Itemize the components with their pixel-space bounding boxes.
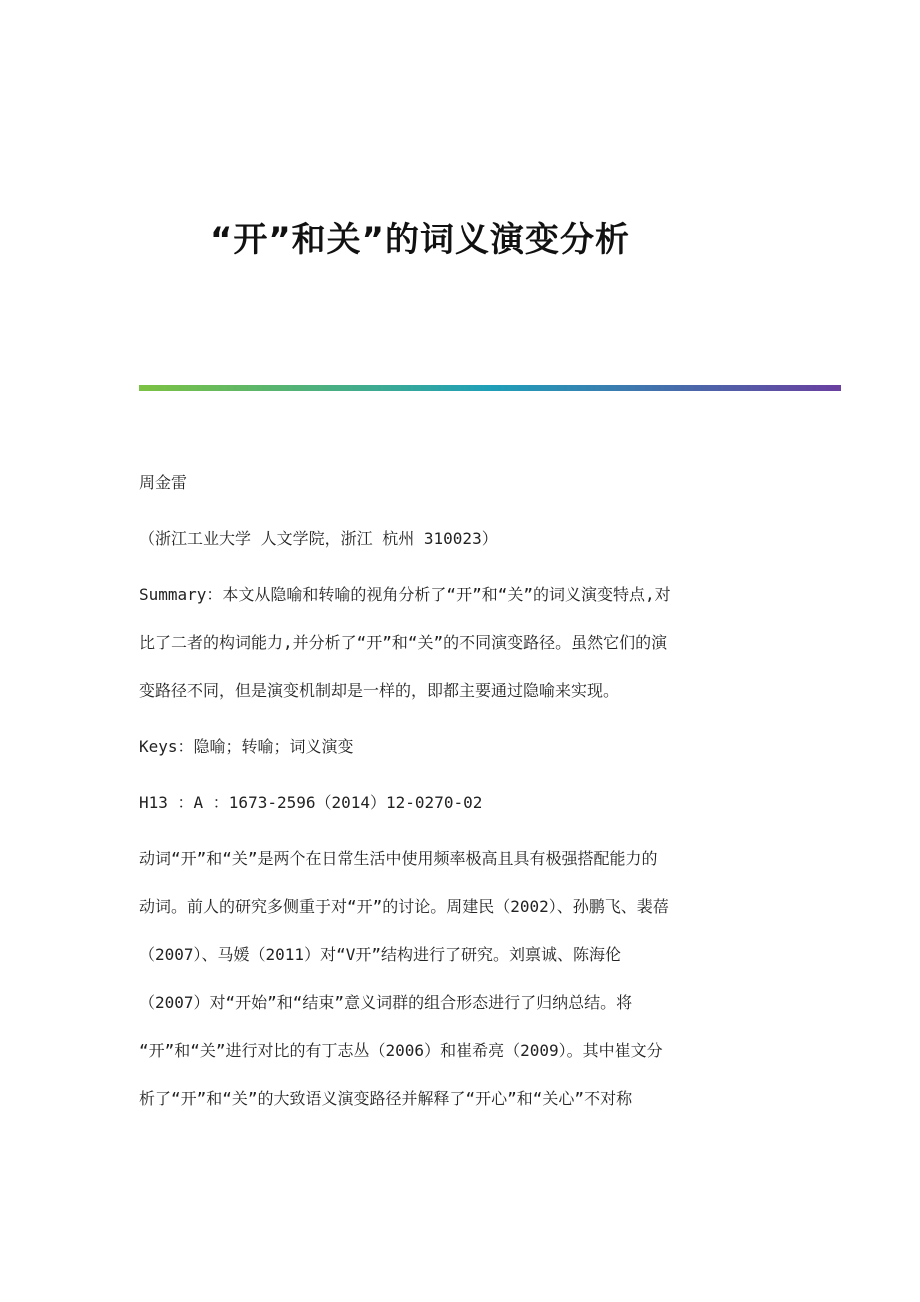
- summary-block: [139, 586, 789, 716]
- paragraph-line: 析了“开”和“关”的大致语义演变路径并解释了“开心”和“关心”不对称: [139, 1089, 633, 1108]
- summary-line: 比了二者的构词能力,并分析了“开”和“关”的不同演变路径。虽然它们的演: [139, 633, 668, 652]
- paper-title: “开”和关”的词义演变分析: [209, 220, 631, 260]
- summary-line: Summary：本文从隐喻和转喻的视角分析了“开”和“关”的词义演变特点,对: [139, 585, 671, 604]
- author-name: 周金雷: [139, 473, 188, 492]
- paragraph-line: “开”和“关”进行对比的有丁志丛（2006）和崔希亮（2009）。其中崔文分: [139, 1041, 663, 1060]
- paragraph-line: （2007）、马媛（2011）对“V开”结构进行了研究。刘禀诚、陈海伦: [139, 945, 621, 964]
- author-affiliation: （浙江工业大学 人文学院，浙江 杭州 310023）: [139, 529, 498, 548]
- summary-line: 变路径不同，但是演变机制却是一样的，即都主要通过隐喻来实现。: [139, 681, 620, 700]
- title-divider-gradient: [139, 385, 841, 391]
- paragraph-line: 动词。前人的研究多侧重于对“开”的讨论。周建民（2002）、孙鹏飞、裴蓓: [139, 897, 669, 916]
- intro-paragraph: [139, 850, 789, 1120]
- paragraph-line: （2007）对“开始”和“结束”意义词群的组合形态进行了归纳总结。将: [139, 993, 633, 1012]
- classification-code: H13 ：A ：1673-2596（2014）12-0270-02: [139, 793, 483, 812]
- paragraph-line: 动词“开”和“关”是两个在日常生活中使用频率极高且具有极强搭配能力的: [139, 849, 658, 868]
- keywords: Keys：隐喻；转喻；词义演变: [139, 737, 354, 756]
